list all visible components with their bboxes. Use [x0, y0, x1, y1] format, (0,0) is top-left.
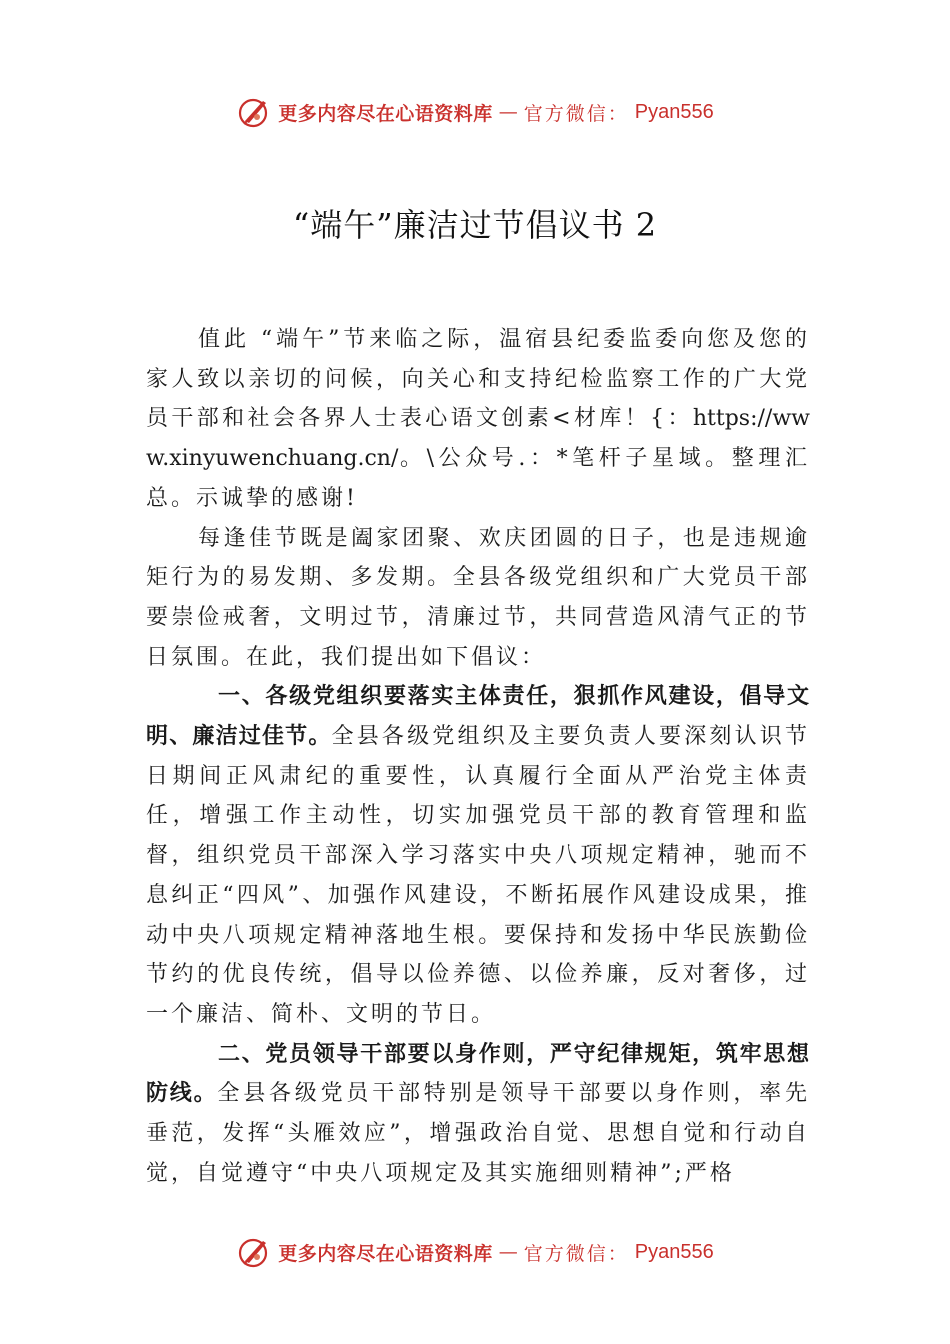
footer-banner — [0, 1232, 950, 1272]
banner-wechat-id: Pyan556 — [634, 1240, 714, 1263]
quill-seal-logo-icon — [236, 94, 272, 130]
banner-dash: — — [498, 101, 518, 123]
document-body — [146, 320, 810, 1193]
paragraph-greeting-end: 。\公众号.：*笔杆子星域。整理汇总。示诚挚的感谢! — [146, 446, 810, 511]
paragraph-section-2 — [146, 1035, 810, 1194]
paragraph-greeting — [146, 320, 810, 519]
quill-seal-logo-icon — [236, 1234, 272, 1270]
paragraph-section-1 — [146, 677, 810, 1034]
banner-text: 更多内容尽在心语资料库 — [278, 1242, 493, 1265]
banner-wechat-label: 官方微信： — [523, 102, 629, 125]
section-1-heading: 一、各级党组织要落实主体责任，狠抓作风建设，倡导文明、廉洁过佳节。 — [146, 684, 810, 750]
section-1-body: 全县各级党组织及主要负责人要深刻认识节日期间正风肃纪的重要性，认真履行全面从严治党主体责任，增强工作主动性，切实加强党员干部的教育管理和监督，组织党员干部深入学习落实中央八项规定精神，驰而不息纠正“四风”、加强作风建设，不断拓展作风建设成果，推动中央八项规定精神落地生根。要保持和发扬中华民族勤俭节约的优良传统，倡导以俭养德、以俭养廉，反对奢侈，过一个廉洁、简朴、文明的节日。 — [146, 724, 810, 1027]
banner-dash: — — [498, 1241, 518, 1263]
banner-text: 更多内容尽在心语资料库 — [278, 102, 493, 125]
banner-wechat-label: 官方微信： — [523, 1242, 629, 1265]
paragraph-url: https://www.xinyuwenchuang.cn/ — [146, 406, 810, 472]
section-2-body: 全县各级党员干部特别是领导干部要以身作则，率先垂范，发挥“头雁效应”，增强政治自觉、思想自觉和行动自觉，自觉遵守“中央八项规定及其实施细则精神”;严格 — [146, 1081, 810, 1186]
section-2-heading: 二、党员领导干部要以身作则，严守纪律规矩，筑牢思想防线。 — [146, 1041, 810, 1107]
paragraph-greeting-text: 值此 “端午”节来临之际，温宿县纪委监委向您及您的家人致以亲切的问候，向关心和支持纪检监察工作的广大党员干部和社会各界人士表心语文创素<材库！{： — [146, 327, 810, 432]
header-banner — [0, 92, 950, 132]
paragraph-intro: 每逢佳节既是阖家团聚、欢庆团圆的日子，也是违规逾矩行为的易发期、多发期。全县各级党组织和广大党员干部要崇俭戒奢，文明过节，清廉过节，共同营造风清气正的节日氛围。在此，我们提出如下倡议： — [146, 525, 810, 670]
banner-wechat-id: Pyan556 — [634, 100, 714, 123]
document-title: “端午”廉洁过节倡议书 2 — [292, 206, 658, 244]
